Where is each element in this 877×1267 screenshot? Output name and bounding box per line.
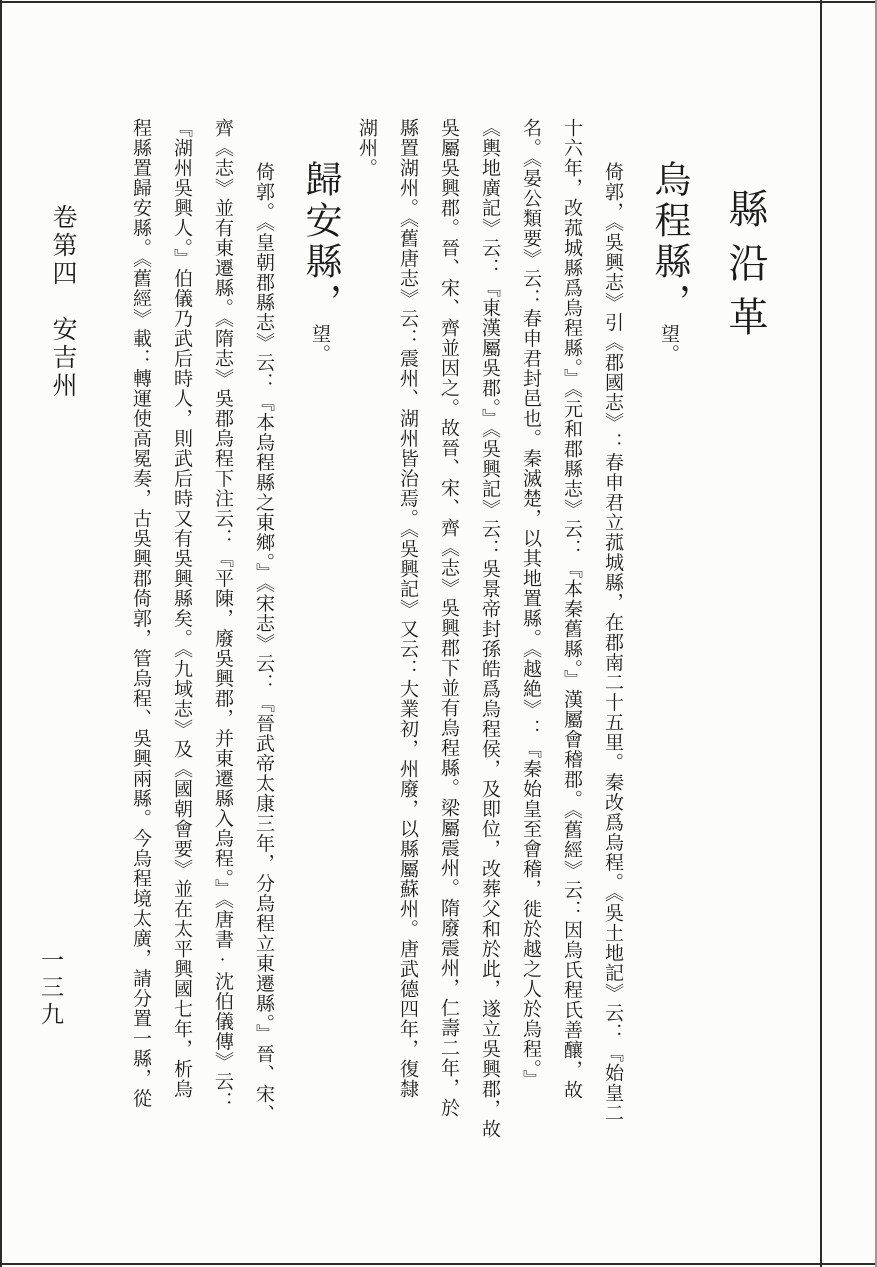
text-column-guian-1: 倚郭。《皇朝郡縣志》云：『本烏程縣之東鄉。』《宋志》云：『晉武帝太康三年，分烏程立東遷縣。』晉、宋、 (253, 162, 274, 1124)
text-column-wucheng-6: 縣置湖州。《舊唐志》云：震州、湖州皆治焉。《吳興記》又云：大業初，州廢，以縣屬蘇州。唐武德四年，復隸 (397, 118, 418, 1099)
scan-border-inner-right (820, 0, 822, 1267)
scan-border-left (0, 0, 2, 1267)
page-number: 一三九 (38, 948, 63, 1029)
entry-title-guian-text: 歸安縣， (299, 160, 340, 324)
text-column-wucheng-7: 湖州。 (356, 118, 377, 178)
scan-border-bottom (0, 1263, 877, 1265)
entry-title-guian (292, 118, 346, 1163)
scan-border-top (0, 1, 877, 3)
text-column-wucheng-2: 十六年，改菰城縣爲烏程縣。』《元和郡縣志》云：『本秦舊縣。』漢屬會稽郡。《舊經》云：因烏氏程氏善釀，故 (561, 118, 582, 1100)
entry-grade-annotation-wucheng: 望。 (658, 324, 679, 364)
text-column-guian-4: 程縣置歸安縣。《舊經》載：轉運使高冕奏，古吳興郡倚郭，管烏程、吳興兩縣。今烏程境太廣，請分置一縣，從 (130, 118, 151, 1109)
volume-label: 卷第四 安吉州 (49, 204, 76, 400)
text-column-wucheng-4: 《輿地廣記》云：『東漢屬吳郡。』《吳興記》云：吳景帝封孫皓爲烏程侯，及即位，改葬父和於此，遂立吳興郡，故 (479, 118, 500, 1139)
text-column-wucheng-1: 倚郭，《吳興志》引《郡國志》：春申君立菰城縣，在郡南二十五里。秦改爲烏程。《吳土地記》云：『始皇二 (602, 162, 623, 1123)
entry-grade-annotation-guian: 望。 (309, 324, 330, 364)
entry-title-wucheng (641, 118, 695, 1163)
text-column-wucheng-3: 名。《晏公類要》云：春申君封邑也。秦滅楚，以其地置縣。《越絶》：『秦始皇至會稽，徙於越之人於烏程。』 (520, 118, 541, 1090)
text-column-guian-3: 『湖州吳興人。』伯儀乃武后時人，則武后時又有吳興縣矣。《九域志》及《國朝會要》並在太平興國七年，析烏 (171, 118, 192, 1099)
section-title: 縣沿革 (723, 188, 768, 350)
entry-title-wucheng-text: 烏程縣， (648, 160, 689, 324)
text-column-wucheng-5: 吳屬吳興郡。晉、宋、齊並因之。故晉、宋、齊《志》吳興郡下並有烏程縣。梁屬震州。隋廢震州，仁壽二年，於 (438, 118, 459, 1118)
text-column-guian-2: 齊《志》並有東遷縣。《隋志》吳郡烏程下注云：『平陳，廢吳興郡，并東遷縣入烏程。』《唐書·沈伯儀傳》云： (212, 118, 233, 1112)
main-text-block (120, 118, 769, 1163)
